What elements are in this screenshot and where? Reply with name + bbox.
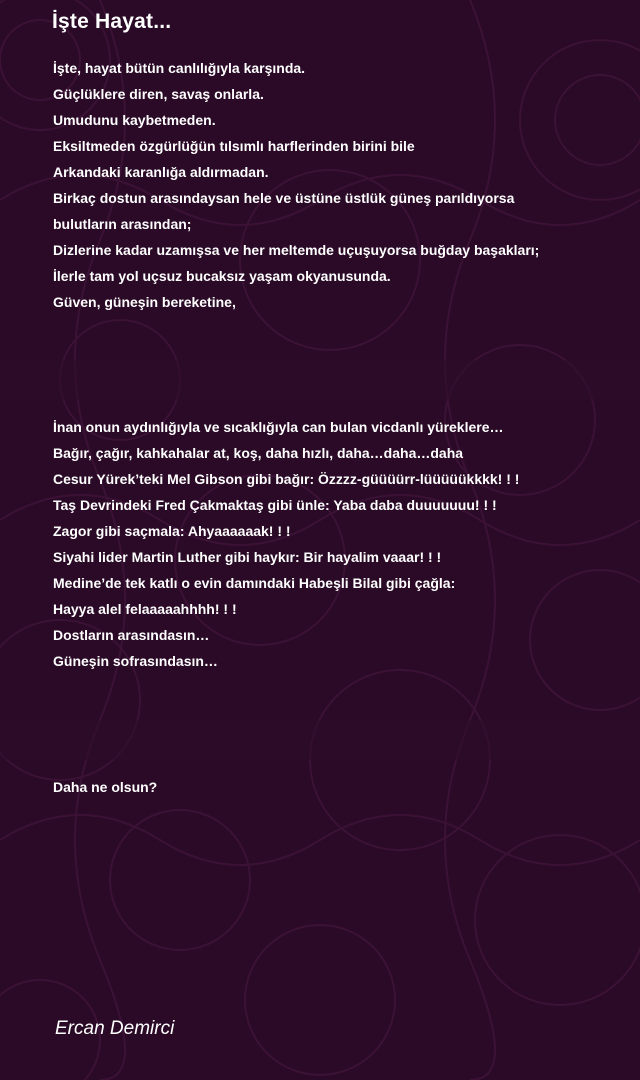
poem-line: bulutların arasından; — [53, 216, 192, 232]
poem-line: Siyahi lider Martin Luther gibi haykır: Bir hayalim vaaar! ! ! — [53, 549, 442, 565]
poem-line: Eksiltmeden özgürlüğün tılsımlı harflerinden birini bile — [53, 138, 415, 154]
poem-line: Cesur Yürek’teki Mel Gibson gibi bağır: Özzzz-güüüürr-lüüüüükkkk! ! ! — [53, 471, 520, 487]
poem-title: İşte Hayat... — [52, 10, 172, 33]
stanza-1 — [53, 55, 628, 315]
poem-line: Arkandaki karanlığa aldırmadan. — [53, 164, 269, 180]
poem-line: Dizlerine kadar uzamışsa ve her meltemde uçuşuyorsa buğday başakları; — [53, 242, 540, 258]
poem-line: Umudunu kaybetmeden. — [53, 112, 216, 128]
poem-line: Birkaç dostun arasındaysan hele ve üstüne üstlük güneş parıldıyorsa — [53, 190, 515, 206]
author-name: Ercan Demirci — [55, 1018, 175, 1039]
poem-line: Güçlüklere diren, savaş onlarla. — [53, 86, 264, 102]
poem-line: Medine’de tek katlı o evin damındaki Habeşli Bilal gibi çağla: — [53, 575, 456, 591]
poem-line: Hayya alel felaaaaahhhh! ! ! — [53, 601, 237, 617]
poem-line: İnan onun aydınlığıyla ve sıcaklığıyla can bulan vicdanlı yüreklere… — [53, 419, 504, 435]
poem-line: İlerle tam yol uçsuz bucaksız yaşam okyanusunda. — [53, 268, 391, 284]
poem-line: Daha ne olsun? — [53, 779, 158, 795]
poem-line: İşte, hayat bütün canlılığıyla karşında. — [53, 60, 306, 76]
stanza-2 — [53, 414, 628, 674]
poem-line: Taş Devrindeki Fred Çakmaktaş gibi ünle: Yaba daba duuuuuuu! ! ! — [53, 497, 497, 513]
poem-line: Güven, güneşin bereketine, — [53, 294, 236, 310]
poem-line: Zagor gibi saçmala: Ahyaaaaaak! ! ! — [53, 523, 291, 539]
poem-line: Güneşin sofrasındasın… — [53, 653, 218, 669]
poem-line: Bağır, çağır, kahkahalar at, koş, daha hızlı, daha…daha…daha — [53, 445, 464, 461]
poem-line: Dostların arasındasın… — [53, 627, 210, 643]
stanza-3 — [53, 774, 628, 800]
